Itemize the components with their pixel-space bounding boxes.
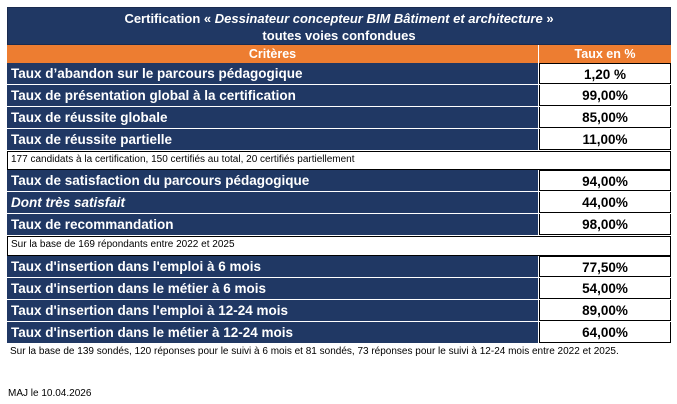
note-survey: Sur la base de 139 sondés, 120 réponses pour le suivi à 6 mois et 81 sondés, 73 réponses pour le suivi à 12-24 mois entre 2022 et 2025. <box>7 344 671 380</box>
row-label: Taux d’abandon sur le parcours pédagogique <box>7 63 539 84</box>
row-label: Taux de satisfaction du parcours pédagogique <box>7 170 539 191</box>
header-rate: Taux en % <box>574 47 636 61</box>
row-label: Dont très satisfait <box>7 192 539 213</box>
row-label: Taux de réussite globale <box>7 107 539 128</box>
row-value: 54,00% <box>539 278 671 299</box>
table-row <box>7 214 671 236</box>
table-row <box>7 85 671 107</box>
certification-table <box>7 7 671 380</box>
row-label: Taux de présentation global à la certification <box>7 85 539 106</box>
table-row <box>7 63 671 85</box>
header-row <box>7 45 671 63</box>
row-value: 77,50% <box>539 256 671 277</box>
row-label: Taux de réussite partielle <box>7 129 539 150</box>
table-row <box>7 300 671 322</box>
header-criteria: Critères <box>7 45 539 63</box>
table-title <box>7 7 671 45</box>
table-row <box>7 107 671 129</box>
certification-name: Dessinateur concepteur BIM Bâtiment et architecture <box>214 11 543 26</box>
row-value: 11,00% <box>539 129 671 150</box>
row-value: 85,00% <box>539 107 671 128</box>
note-respondents: Sur la base de 169 répondants entre 2022 et 2025 <box>7 236 671 256</box>
table-row <box>7 322 671 344</box>
row-value: 89,00% <box>539 300 671 321</box>
row-label: Taux d'insertion dans l'emploi à 12-24 mois <box>7 300 539 321</box>
row-label: Taux d'insertion dans l'emploi à 6 mois <box>7 256 539 277</box>
table-row <box>7 129 671 151</box>
table-row <box>7 278 671 300</box>
title-subtitle: toutes voies confondues <box>262 28 416 43</box>
row-value: 44,00% <box>539 192 671 213</box>
table-row <box>7 256 671 278</box>
row-label: Taux d'insertion dans le métier à 6 mois <box>7 278 539 299</box>
title-suffix: » <box>542 11 554 26</box>
row-value: 99,00% <box>539 85 671 106</box>
title-line <box>8 10 670 27</box>
row-label: Taux d'insertion dans le métier à 12-24 mois <box>7 322 539 343</box>
row-value: 64,00% <box>539 322 671 343</box>
row-value: 98,00% <box>539 214 671 235</box>
title-prefix: Certification « <box>124 11 215 26</box>
row-value: 1,20 % <box>539 63 671 84</box>
row-label: Taux de recommandation <box>7 214 539 235</box>
update-date: MAJ le 10.04.2026 <box>8 388 92 399</box>
row-value: 94,00% <box>539 170 671 191</box>
table-row <box>7 192 671 214</box>
note-candidates: 177 candidats à la certification, 150 certifiés au total, 20 certifiés partiellement <box>7 151 671 170</box>
table-row <box>7 170 671 192</box>
